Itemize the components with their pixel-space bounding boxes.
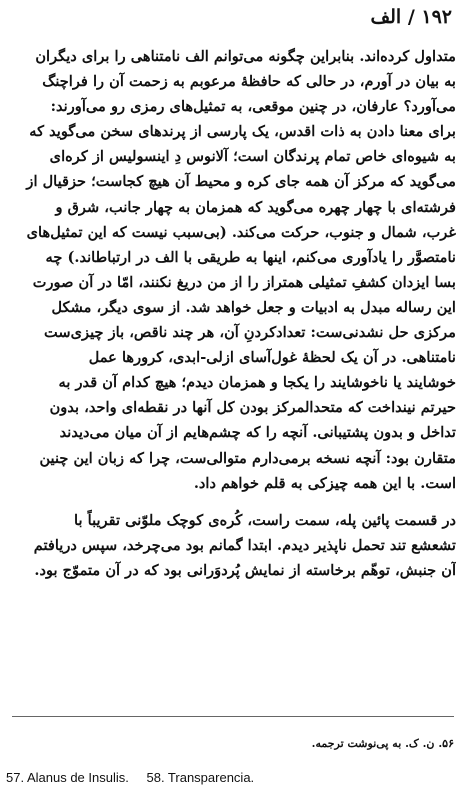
footnote-58: 58. Transparencia. (146, 770, 255, 785)
text-line: تشعشع تند تحمل ناپذیر دیدم. ابتدا گمانم بود می‌چرخد، سپس دریافتم (33, 536, 456, 554)
footnote-persian: ۵۶. ن. ک. به پی‌نوشت ترجمه. (311, 737, 454, 750)
text-line: به شیوه‌ای خاص تمام پرندگان است؛ آلانوس دِ اینسولیس از کره‌ای (49, 148, 456, 166)
text-line: برای معنا دادن به ذات اقدس، یک پارسی از پرندهای سخن می‌گوید که (29, 123, 456, 141)
paragraph-2 (10, 508, 456, 583)
text-line: بسا ایزدان کشفِ تمثیلی همتراز را از من دریغ نکنند، امّا در آن صورت (32, 273, 456, 291)
footnote-57: 57. Alanus de Insulis. (6, 770, 129, 785)
footnotes-english (6, 770, 268, 785)
text-line: نامتصوَّر را یادآوری می‌کنم، اینها به طریقی با الف در ارتباطاند.) چه (45, 248, 456, 266)
text-line: مرکزی حل نشدنی‌ست: تعدادکردنِ آن، هر چند ناقص، باز چیزی‌ست (44, 324, 456, 342)
text-line: خوشایند یا ناخوشایند را یکجا و همزمان دیدم؛ هیچ کدام آن قدر به (58, 374, 456, 392)
text-line: در قسمت پائین پله، سمت راست، کُره‌ی کوچک ملوّنی تقریباً با (74, 511, 456, 529)
text-line: فرشته‌ای با چهار چهره می‌گوید که همزمان به چهار جانب، شرق و (55, 198, 456, 216)
paragraph-1 (10, 44, 456, 496)
text-line: است. با این همه چیزکی به قلم خواهم داد. (193, 474, 456, 492)
text-line: تداخل و بدون پشتیبانی. آنچه را که چشم‌هایم از آن میان می‌دیدند (59, 424, 456, 442)
text-line: آن جنبش، توهّم برخاسته از نمایش پُردوَرانی بود که در آن متموّج بود. (34, 561, 456, 579)
text-line: نامتناهی. در آن یک لحظهٔ غول‌آسای ازلی-ابدی، کرورها عمل (88, 349, 456, 367)
body-text (10, 44, 456, 583)
text-line: می‌آورد؟ عارفان، در چنین موقعی، به تمثیل‌های رمزی رو می‌آورند: (50, 98, 456, 116)
text-line: این رساله مبدل به ادبیات و جعل خواهد شد. از سوی دیگر، مشکل (51, 298, 456, 316)
text-line: به بیان در آورم، در حالی که حافظهٔ مرعوبم به زحمت آن را فراچنگ (42, 73, 456, 91)
text-line: غرب، شمال و جنوب، حرکت می‌کند. (بی‌سبب نیست که این تمثیل‌های (26, 223, 456, 241)
text-line: می‌گوید که مرکز آن همه جای کره و محیط آن هیچ کجاست؛ حزقیال از (26, 173, 456, 191)
footnote-divider (12, 716, 454, 717)
page-header: ۱۹۲ / الف (370, 6, 452, 28)
text-line: متداول کرده‌اند. بنابراین چگونه می‌توانم الف نامتناهی را برای دیگران (35, 48, 456, 65)
text-line: متقارن بود: آنچه نسخه برمی‌دارم متوالی‌ست، چرا که زبان این چنین (39, 449, 456, 467)
text-line: حیرتم نینداخت که متحدالمرکز بودن کل آنها در نقطه‌ای واحد، بدون (49, 399, 456, 417)
